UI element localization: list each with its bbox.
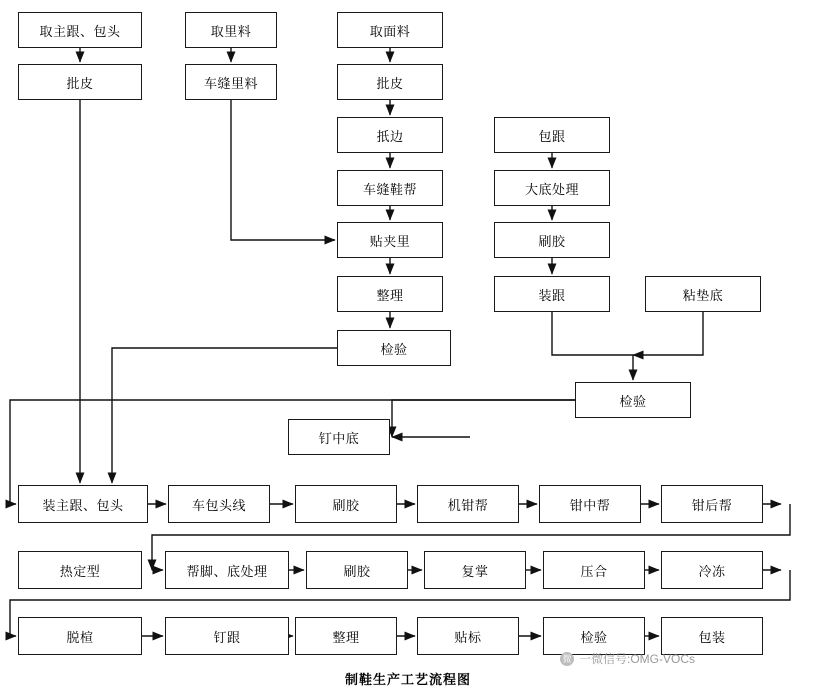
node-n17[interactable]: 检验 [575,382,691,418]
node-n1[interactable]: 取主跟、包头 [18,12,142,48]
node-n11[interactable]: 贴夹里 [337,222,443,258]
node-n30[interactable]: 冷冻 [661,551,763,589]
node-n14[interactable]: 装跟 [494,276,610,312]
diagram-title: 制鞋生产工艺流程图 [345,672,472,687]
node-n35[interactable]: 检验 [543,617,645,655]
node-n25[interactable]: 热定型 [18,551,142,589]
node-n34[interactable]: 贴标 [417,617,519,655]
node-n19[interactable]: 装主跟、包头 [18,485,148,523]
node-n28[interactable]: 复掌 [424,551,526,589]
node-n15[interactable]: 粘垫底 [645,276,761,312]
node-n33[interactable]: 整理 [295,617,397,655]
node-n29[interactable]: 压合 [543,551,645,589]
node-n9[interactable]: 车缝鞋帮 [337,170,443,206]
node-n6[interactable]: 批皮 [337,64,443,100]
watermark-text: 一微信号:OMG-VOCs [579,652,695,666]
node-n24[interactable]: 钳后帮 [661,485,763,523]
node-n13[interactable]: 整理 [337,276,443,312]
node-n18[interactable]: 钉中底 [288,419,390,455]
node-n21[interactable]: 刷胶 [295,485,397,523]
node-n2[interactable]: 取里料 [185,12,277,48]
node-n26[interactable]: 帮脚、底处理 [165,551,289,589]
node-n31[interactable]: 脱楦 [18,617,142,655]
node-n20[interactable]: 车包头线 [168,485,270,523]
watermark-badge-icon: 微 [560,652,574,666]
node-n27[interactable]: 刷胶 [306,551,408,589]
node-n10[interactable]: 大底处理 [494,170,610,206]
node-n22[interactable]: 机钳帮 [417,485,519,523]
node-n36[interactable]: 包装 [661,617,763,655]
node-n5[interactable]: 车缝里料 [185,64,277,100]
node-n23[interactable]: 钳中帮 [539,485,641,523]
watermark [560,650,695,667]
node-n7[interactable]: 扺边 [337,117,443,153]
node-n32[interactable]: 钉跟 [165,617,289,655]
node-n12[interactable]: 刷胶 [494,222,610,258]
node-n4[interactable]: 批皮 [18,64,142,100]
node-n8[interactable]: 包跟 [494,117,610,153]
node-n16[interactable]: 检验 [337,330,451,366]
node-n3[interactable]: 取面料 [337,12,443,48]
